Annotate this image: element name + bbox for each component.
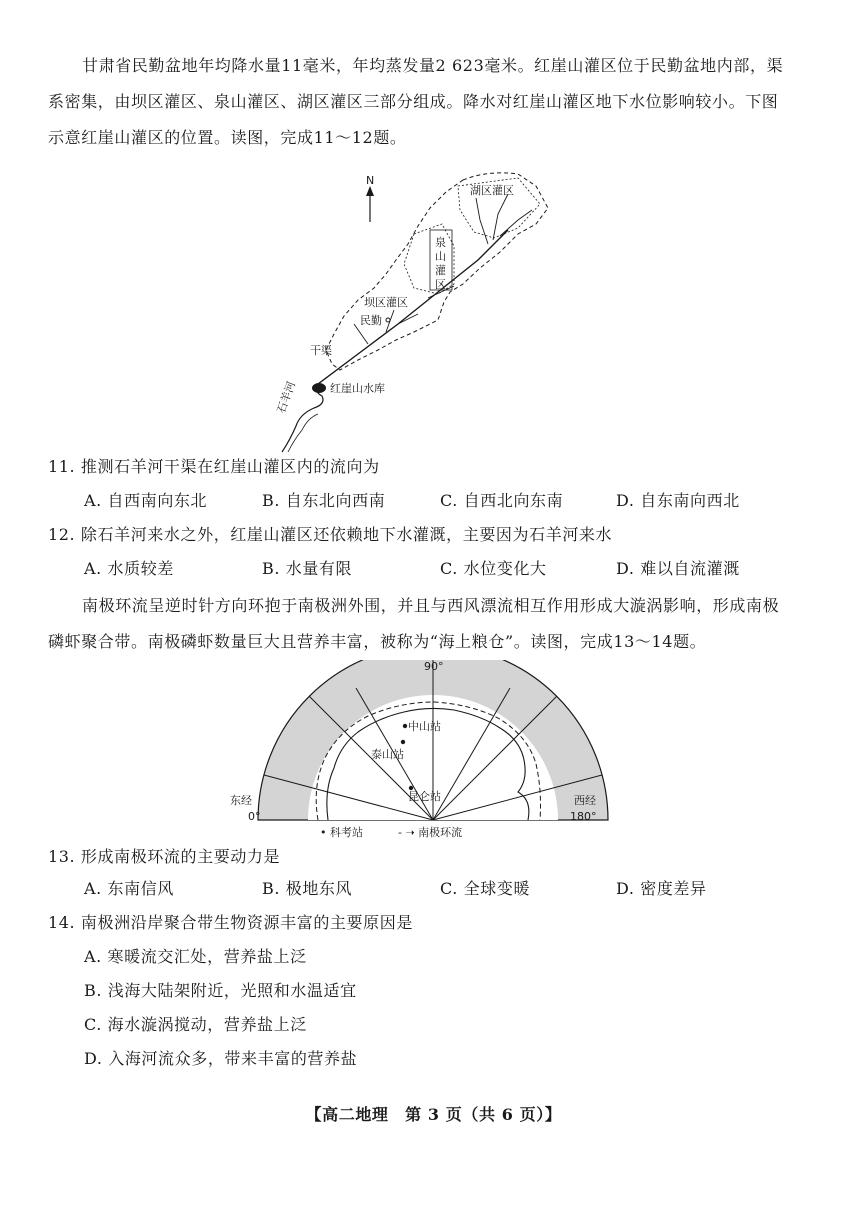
q14-option-c[interactable]: C. 海水漩涡搅动，营养盐上泛 bbox=[84, 1015, 307, 1034]
lake-area-label: 湖区灌区 bbox=[470, 184, 514, 197]
zhongshan-label: 中山站 bbox=[408, 720, 441, 733]
intro-text-2: 南极环流呈逆时针方向环抱于南极洲外围，并且与西风漂流相互作用形成大漩涡影响，形成南极磷虾聚合带。南极磷虾数量巨大且营养丰富，被称为“海上粮仓”。读图，完成13～14题。 bbox=[48, 596, 780, 651]
q13-option-d[interactable]: D. 密度差异 bbox=[616, 879, 707, 898]
spring-area-label-2: 山 bbox=[435, 250, 446, 263]
page-footer: 【高二地理 第 3 页（共 6 页）】 bbox=[305, 1105, 562, 1124]
q11-option-b[interactable]: B. 自东北向西南 bbox=[262, 491, 386, 510]
q14-option-b[interactable]: B. 浅海大陆架附近，光照和水温适宜 bbox=[84, 981, 357, 1000]
q13-option-a[interactable]: A. 东南信风 bbox=[84, 879, 174, 898]
q11-option-c[interactable]: C. 自西北向东南 bbox=[440, 491, 564, 510]
legend-station: • 科考站 bbox=[320, 826, 363, 839]
kunlun-label: 昆仑站 bbox=[408, 790, 441, 803]
river-label: 石羊河 bbox=[274, 379, 299, 416]
dam-area-label: 坝区灌区 bbox=[364, 296, 408, 309]
q13-option-b[interactable]: B. 极地东风 bbox=[262, 879, 353, 898]
top-degree: 90° bbox=[424, 660, 444, 673]
q12-option-a[interactable]: A. 水质较差 bbox=[84, 559, 174, 578]
reservoir-label: 红崖山水库 bbox=[330, 382, 385, 395]
east-label: 东经 bbox=[230, 794, 252, 807]
zhongshan-dot-icon bbox=[403, 724, 407, 728]
east-degree: 0° bbox=[248, 810, 261, 823]
antarctic-map bbox=[228, 660, 638, 840]
reservoir-icon bbox=[312, 383, 326, 393]
canal-label: 干渠 bbox=[310, 344, 332, 357]
west-degree: 180° bbox=[570, 810, 597, 823]
spring-area-label-3: 灌 bbox=[435, 264, 446, 277]
intro-paragraph-1 bbox=[48, 48, 788, 156]
spring-area-label-1: 泉 bbox=[435, 236, 446, 249]
minqin-dot-icon bbox=[386, 318, 390, 322]
q12-option-d[interactable]: D. 难以自流灌溉 bbox=[616, 559, 740, 578]
intro-paragraph-2 bbox=[48, 588, 788, 660]
north-label: N bbox=[366, 174, 375, 187]
question-11-stem: 11. 推测石羊河干渠在红崖山灌区内的流向为 bbox=[48, 457, 380, 476]
taishan-label: 泰山站 bbox=[371, 748, 404, 761]
q11-option-d[interactable]: D. 自东南向西北 bbox=[616, 491, 740, 510]
q14-option-a[interactable]: A. 寒暖流交汇处，营养盐上泛 bbox=[84, 947, 307, 966]
taishan-dot-icon bbox=[401, 740, 405, 744]
q11-option-a[interactable]: A. 自西南向东北 bbox=[84, 491, 208, 510]
q12-option-c[interactable]: C. 水位变化大 bbox=[440, 559, 547, 578]
intro-text-1: 甘肃省民勤盆地年均降水量11毫米，年均蒸发量2 623毫米。红崖山灌区位于民勤盆地内部，渠系密集，由坝区灌区、泉山灌区、湖区灌区三部分组成。降水对红崖山灌区地下水位影响较小。下图示意红崖山灌区的位置。读图，完成11～12题。 bbox=[48, 56, 784, 147]
west-label: 西经 bbox=[574, 794, 596, 807]
question-14-stem: 14. 南极洲沿岸聚合带生物资源丰富的主要原因是 bbox=[48, 913, 413, 932]
legend-current: - ➝ 南极环流 bbox=[398, 826, 463, 839]
minqin-label: 民勤 bbox=[360, 314, 382, 327]
irrigation-map bbox=[218, 164, 578, 454]
question-13-stem: 13. 形成南极环流的主要动力是 bbox=[48, 847, 281, 866]
q12-option-b[interactable]: B. 水量有限 bbox=[262, 559, 353, 578]
q14-option-d[interactable]: D. 入海河流众多，带来丰富的营养盐 bbox=[84, 1049, 358, 1068]
question-12-stem: 12. 除石羊河来水之外，红崖山灌区还依赖地下水灌溉，主要因为石羊河来水 bbox=[48, 525, 613, 544]
q13-option-c[interactable]: C. 全球变暖 bbox=[440, 879, 531, 898]
spring-area-label-4: 区 bbox=[435, 278, 446, 291]
